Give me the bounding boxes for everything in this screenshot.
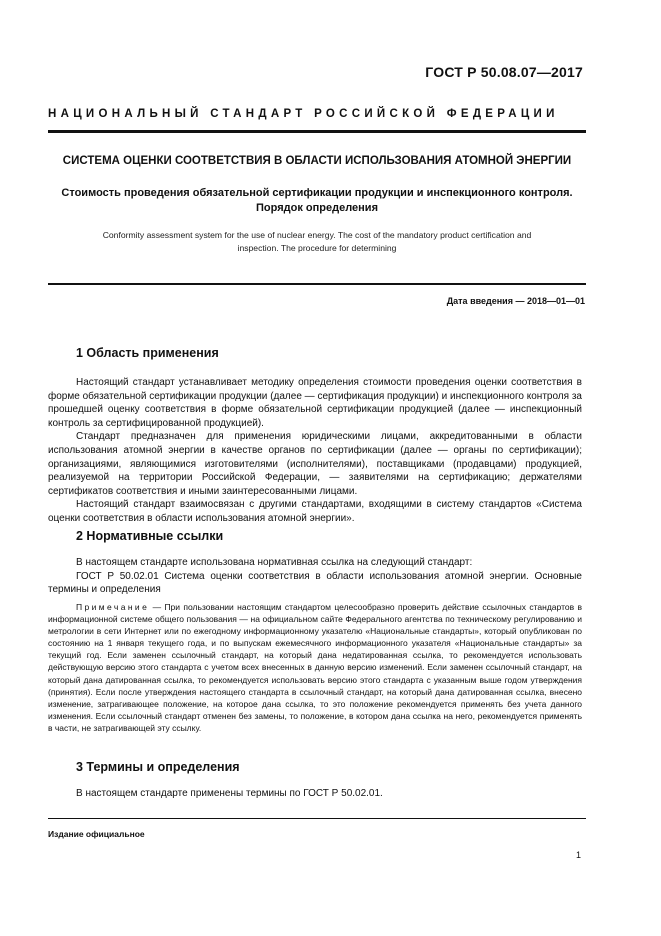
document-subtitle: [48, 186, 586, 216]
note-text: — При пользовании настоящим стандартом целесообразно проверить действие ссылочных стандартов в информационной системе общего пользования — на официальном сайте Федерального агентства по техническому регулированию и метрологии в сети Интернет или по ежегодному информационному указателю «Национальные стандарты», который опубликован по состоянию на 1 января текущего года, и по выпускам ежемесячного информационного указателя «Национальные стандарты» за текущий год. Если заменен ссылочный стандарт, на который дана недатированная ссылка, то рекомендуется использовать действующую версию этого стандарта с учетом всех внесенных в данную версию изменений. Если заменен ссылочный стандарт, на который дана датированная ссылка, то рекомендуется использовать версию этого стандарта с указанным выше годом утверждения (принятия). Если после утверждения настоящего стандарта в ссылочный стандарт, на который дана датированная ссылка, внесено изменение, затрагивающее положение, на которое дана ссылка, то это положение рекомендуется применять без учета данного изменения. Если ссылочный стандарт отменен без замены, то положение, в котором дана ссылка на него, рекомендуется применять в части, не затрагивающей эту ссылку.: [48, 602, 582, 733]
edition-label: Издание официальное: [48, 829, 145, 839]
note-label: Примечание: [76, 602, 150, 612]
section3-paragraph1: В настоящем стандарте применены термины по ГОСТ Р 50.02.01.: [76, 788, 383, 799]
introduction-date: Дата введения — 2018—01—01: [446, 296, 585, 306]
section1-paragraph2: Стандарт предназначен для применения юридическими лицами, аккредитованными в области использования атомной энергии в качестве органов по сертификации (далее — органы по сертификации); организациями, являющимися изготовителями (исполнителями), поставщиками (продавцами) продукцией, реализуемой на территории Российской Федерации, — заявителями на сертификацию; держателями сертификатов соответствия и иными заинтересованными лицами.: [48, 431, 582, 497]
section3-heading: 3 Термины и определения: [76, 760, 240, 774]
section2-paragraph1: В настоящем стандарте использована нормативная ссылка на следующий стандарт:: [76, 557, 473, 568]
page-number: 1: [575, 850, 581, 860]
document-title: СИСТЕМА ОЦЕНКИ СООТВЕТСТВИЯ В ОБЛАСТИ ИСПОЛЬЗОВАНИЯ АТОМНОЙ ЭНЕРГИИ: [62, 155, 572, 167]
section1-heading: 1 Область применения: [76, 346, 219, 360]
header-divider: [48, 130, 586, 133]
title-divider: [48, 283, 586, 285]
section1-paragraph1: Настоящий стандарт устанавливает методику определения стоимости проведения оценки соответствия в форме обязательной сертификации продукции (далее — сертификация продукции) и инспекционного контроля за прошедшей оценку соответствия в форме обязательной сертификации продукцией (далее — инспекционный контроль за сертифицированной продукцией).: [48, 377, 582, 429]
section2-heading: 2 Нормативные ссылки: [76, 529, 224, 543]
section2-body: [48, 556, 582, 597]
standard-number: ГОСТ Р 50.08.07—2017: [425, 64, 583, 80]
section2-note: [48, 601, 582, 734]
section3-body: [48, 787, 582, 801]
english-title: [48, 229, 586, 255]
section1-paragraph3: Настоящий стандарт взаимосвязан с другими стандартами, входящими в систему стандартов «Система оценки соответствия в области использования атомной энергии».: [48, 499, 582, 524]
document-subtitle-line1: Стоимость проведения обязательной сертификации продукции и инспекционного контроля.: [61, 187, 573, 199]
english-title-line2: inspection. The procedure for determining: [237, 243, 397, 253]
footer-divider: [48, 818, 586, 819]
national-standard-title: НАЦИОНАЛЬНЫЙ СТАНДАРТ РОССИЙСКОЙ ФЕДЕРАЦИИ: [48, 108, 559, 120]
section1-body: [48, 376, 582, 526]
document-subtitle-line2: Порядок определения: [256, 202, 378, 214]
english-title-line1: Conformity assessment system for the use of nuclear energy. The cost of the mandatory product certification and: [102, 230, 532, 240]
section2-paragraph2: ГОСТ Р 50.02.01 Система оценки соответствия в области использования атомной энергии. Основные термины и определения: [48, 570, 582, 596]
